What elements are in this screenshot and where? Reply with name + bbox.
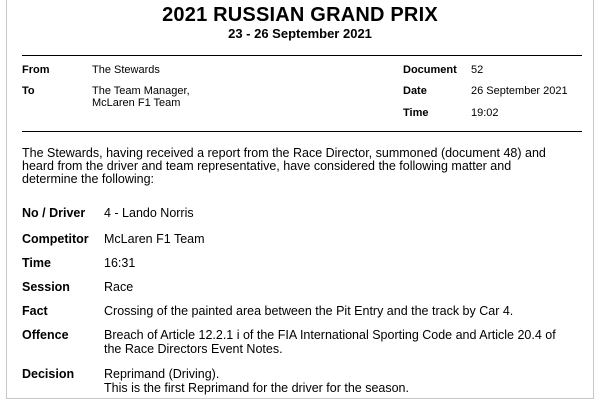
date-value: 26 September 2021 [471, 85, 568, 97]
decision-line1: Reprimand (Driving). [104, 367, 220, 381]
detail-value: Race [104, 280, 134, 294]
time-value: 19:02 [471, 107, 499, 119]
detail-value: McLaren F1 Team [104, 232, 205, 246]
detail-value: 4 - Lando Norris [104, 206, 194, 220]
detail-label: Session [22, 280, 70, 294]
detail-value: 16:31 [104, 256, 136, 270]
detail-label: Time [22, 256, 51, 270]
from-label: From [22, 64, 50, 76]
decision-line2: This is the first Reprimand for the driver for the season. [104, 380, 409, 395]
document-header [22, 55, 582, 132]
document-label: Document [403, 64, 457, 76]
detail-label: No / Driver [22, 206, 86, 220]
detail-label: Fact [22, 304, 48, 318]
time-label: Time [403, 107, 429, 119]
detail-label: Decision [22, 367, 75, 381]
intro-paragraph: The Stewards, having received a report from the Race Director, summoned (document 48) and heard from the driver and team representative, have considered the following matter and determine the following: [22, 146, 546, 186]
document-number: 52 [471, 64, 484, 76]
detail-label: Offence [22, 328, 69, 342]
event-dates: 23 - 26 September 2021 [228, 26, 372, 41]
from-value: The Stewards [92, 64, 160, 76]
to-value-line1: The Team Manager, [92, 85, 190, 97]
detail-label: Competitor [22, 232, 89, 246]
date-label: Date [403, 85, 427, 97]
document-title: 2021 RUSSIAN GRAND PRIX [162, 4, 438, 26]
detail-value: Crossing of the painted area between the Pit Entry and the track by Car 4. [104, 304, 514, 318]
detail-value [104, 368, 574, 395]
to-value-line2: McLaren F1 Team [92, 97, 181, 109]
detail-value: Breach of Article 12.2.1 i of the FIA International Sporting Code and Article 20.4 of the Race Directors Event Notes. [104, 328, 556, 356]
to-label: To [22, 85, 35, 97]
